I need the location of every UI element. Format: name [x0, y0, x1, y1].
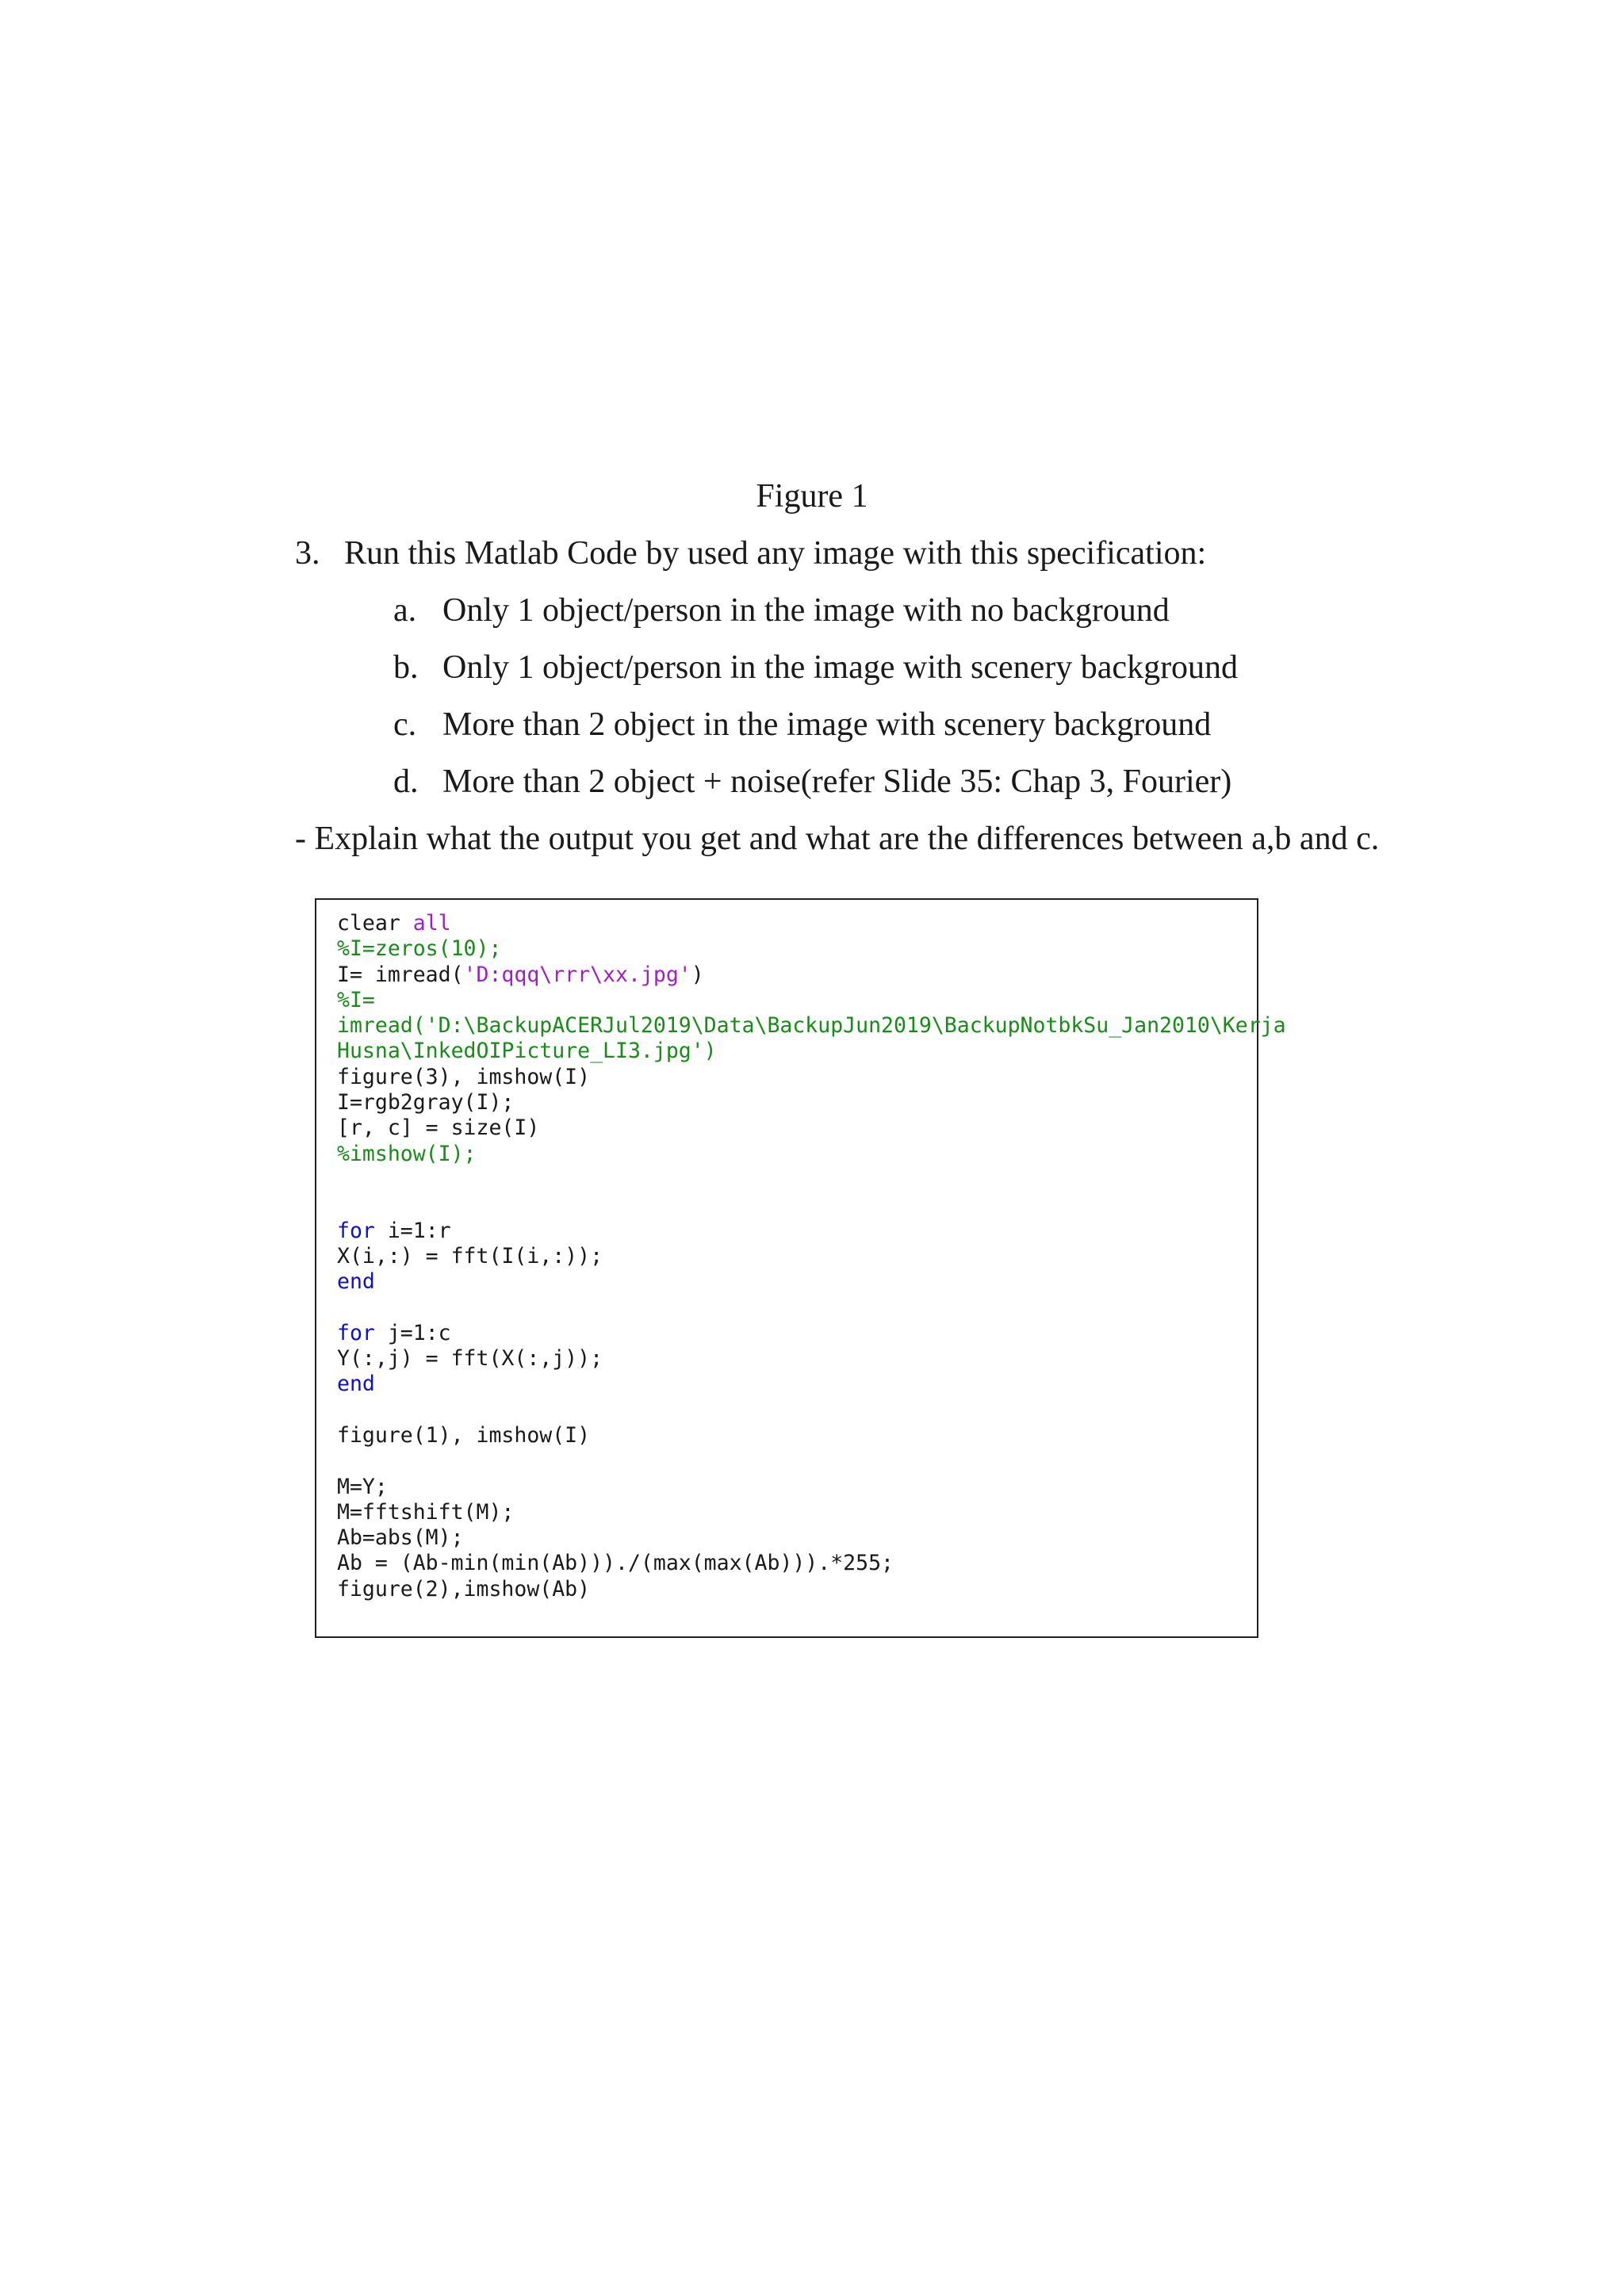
code-line: X(i,:) = fft(I(i,:));	[337, 1243, 603, 1269]
code-line: Ab = (Ab-min(min(Ab)))./(max(max(Ab))).*255;	[337, 1551, 894, 1576]
code-line: %imshow(I);	[337, 1141, 477, 1166]
spec-item-a	[393, 590, 1238, 647]
code-blank-line	[337, 1398, 1286, 1423]
question-number: 3.	[295, 535, 320, 572]
spec-text: Only 1 object/person in the image with no background	[442, 592, 1170, 629]
code-line: figure(2),imshow(Ab)	[337, 1576, 591, 1601]
code-line	[337, 1219, 1286, 1244]
figure-caption: Figure 1	[756, 478, 868, 515]
code-line: imread('D:\BackupACERJul2019\Data\BackupJun2019\BackupNotbkSu_Jan2010\Kerja	[337, 1013, 1286, 1039]
code-keyword: for	[337, 1320, 375, 1345]
code-blank-line	[337, 1295, 1286, 1320]
code-string: 'D:qqq\rrr\xx.jpg'	[463, 962, 691, 987]
code-text: j=1:c	[374, 1320, 451, 1345]
matlab-code-box	[315, 898, 1286, 1638]
code-line: %I=zeros(10);	[337, 936, 502, 962]
code-blank-line	[337, 1448, 1286, 1474]
code-line: end	[337, 1269, 375, 1295]
code-line: Husna\InkedOIPicture_LI3.jpg')	[337, 1039, 717, 1064]
code-line: %I=	[337, 987, 375, 1012]
code-blank-line	[337, 1192, 1286, 1218]
code-text: i=1:r	[374, 1218, 451, 1243]
spec-text: More than 2 object in the image with scenery background	[442, 706, 1212, 743]
explain-instruction: - Explain what the output you get and what are the differences between a,b and c.	[295, 821, 1380, 857]
matlab-code	[337, 911, 1286, 1602]
code-keyword: all	[412, 911, 451, 936]
code-text: )	[691, 962, 704, 987]
specification-list	[393, 590, 1238, 818]
code-line: figure(3), imshow(I)	[337, 1064, 591, 1089]
spec-text: More than 2 object + noise(refer Slide 35: Chap 3, Fourier)	[442, 763, 1232, 800]
code-line: [r, c] = size(I)	[337, 1115, 540, 1141]
code-line: I=rgb2gray(I);	[337, 1090, 515, 1115]
code-blank-line	[337, 1167, 1286, 1192]
code-line	[337, 1321, 1286, 1346]
spec-marker: b.	[393, 649, 419, 686]
spec-item-c	[393, 704, 1238, 761]
code-line: M=fftshift(M);	[337, 1499, 515, 1525]
code-line	[337, 911, 1286, 936]
spec-text: Only 1 object/person in the image with scenery background	[442, 649, 1239, 686]
spec-marker: c.	[393, 706, 417, 743]
code-line: M=Y;	[337, 1474, 388, 1499]
code-line: figure(1), imshow(I)	[337, 1422, 591, 1448]
spec-marker: d.	[393, 763, 419, 800]
spec-item-b	[393, 647, 1238, 704]
code-line: Ab=abs(M);	[337, 1525, 464, 1551]
code-line	[337, 962, 1286, 988]
question-3	[295, 533, 1206, 574]
code-keyword: for	[337, 1218, 375, 1243]
spec-item-d	[393, 761, 1238, 818]
code-line: Y(:,j) = fft(X(:,j));	[337, 1346, 603, 1372]
code-text: clear	[337, 911, 413, 936]
code-text: I= imread(	[337, 962, 464, 987]
code-line: end	[337, 1372, 375, 1397]
question-text: Run this Matlab Code by used any image with this specification:	[344, 535, 1207, 572]
spec-marker: a.	[393, 592, 417, 629]
